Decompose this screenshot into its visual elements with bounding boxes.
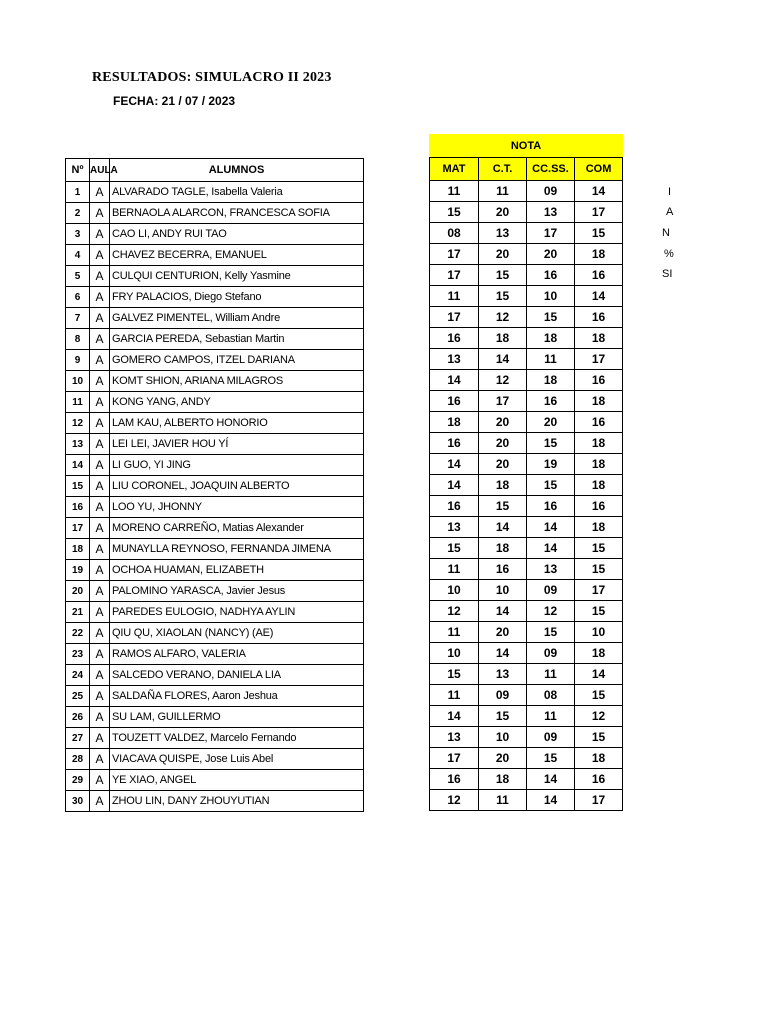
- row-number: 10: [66, 371, 90, 392]
- student-name: MORENO CARREÑO, Matias Alexander: [110, 518, 364, 539]
- grade-mat: 13: [430, 349, 479, 370]
- row-number: 24: [66, 665, 90, 686]
- row-aula: A: [90, 497, 110, 518]
- row-number: 23: [66, 644, 90, 665]
- student-name: SALDAÑA FLORES, Aaron Jeshua: [110, 686, 364, 707]
- document-date: FECHA: 21 / 07 / 2023: [113, 94, 236, 108]
- grades-row: [430, 496, 623, 517]
- grade-com: 17: [575, 790, 623, 811]
- row-aula: A: [90, 434, 110, 455]
- grade-com: 14: [575, 286, 623, 307]
- grade-ct: 14: [479, 643, 527, 664]
- student-name: YE XIAO, ANGEL: [110, 770, 364, 791]
- side-label: N: [662, 227, 670, 239]
- row-number: 11: [66, 392, 90, 413]
- grade-ct: 10: [479, 580, 527, 601]
- grades-row: [430, 391, 623, 412]
- row-aula: A: [90, 203, 110, 224]
- grades-row: [430, 517, 623, 538]
- grade-ct: 10: [479, 727, 527, 748]
- grade-ccss: 12: [527, 601, 575, 622]
- grades-row: [430, 538, 623, 559]
- row-number: 7: [66, 308, 90, 329]
- grade-com: 16: [575, 496, 623, 517]
- table-row: [66, 539, 364, 560]
- grade-mat: 15: [430, 202, 479, 223]
- grades-row: [430, 223, 623, 244]
- table-row: [66, 686, 364, 707]
- student-name: SALCEDO VERANO, DANIELA LIA: [110, 665, 364, 686]
- grade-ccss: 15: [527, 433, 575, 454]
- grade-ct: 12: [479, 370, 527, 391]
- grade-ccss: 09: [527, 643, 575, 664]
- grade-ccss: 14: [527, 538, 575, 559]
- grade-mat: 11: [430, 286, 479, 307]
- table-row: [66, 203, 364, 224]
- table-row: [66, 455, 364, 476]
- grade-com: 18: [575, 517, 623, 538]
- table-row: [66, 392, 364, 413]
- table-row: [66, 602, 364, 623]
- grade-mat: 13: [430, 517, 479, 538]
- grade-com: 15: [575, 727, 623, 748]
- grade-mat: 14: [430, 370, 479, 391]
- grade-ccss: 15: [527, 475, 575, 496]
- grade-ct: 17: [479, 391, 527, 412]
- student-name: LI GUO, YI JING: [110, 455, 364, 476]
- row-number: 13: [66, 434, 90, 455]
- student-name: GARCIA PEREDA, Sebastian Martin: [110, 329, 364, 350]
- student-name: LIU CORONEL, JOAQUIN ALBERTO: [110, 476, 364, 497]
- row-aula: A: [90, 560, 110, 581]
- grades-row: [430, 265, 623, 286]
- table-row: [66, 665, 364, 686]
- grades-row: [430, 622, 623, 643]
- grade-com: 17: [575, 202, 623, 223]
- grade-ccss: 15: [527, 622, 575, 643]
- student-name: PAREDES EULOGIO, NADHYA AYLIN: [110, 602, 364, 623]
- grade-ccss: 09: [527, 580, 575, 601]
- grade-mat: 10: [430, 643, 479, 664]
- grade-ct: 11: [479, 790, 527, 811]
- column-header-aula: AULA: [90, 159, 110, 182]
- grade-mat: 12: [430, 790, 479, 811]
- grade-mat: 13: [430, 727, 479, 748]
- grade-com: 16: [575, 412, 623, 433]
- grades-row: [430, 244, 623, 265]
- row-number: 5: [66, 266, 90, 287]
- student-name: CHAVEZ BECERRA, EMANUEL: [110, 245, 364, 266]
- grade-ct: 14: [479, 349, 527, 370]
- table-row: [66, 581, 364, 602]
- row-number: 29: [66, 770, 90, 791]
- table-row: [66, 287, 364, 308]
- row-aula: A: [90, 581, 110, 602]
- grade-ct: 11: [479, 181, 527, 202]
- grade-mat: 12: [430, 601, 479, 622]
- grade-mat: 14: [430, 706, 479, 727]
- table-row: [66, 497, 364, 518]
- row-number: 27: [66, 728, 90, 749]
- grade-com: 16: [575, 265, 623, 286]
- table-row: [66, 434, 364, 455]
- side-label: SI: [662, 268, 673, 280]
- student-name: FRY PALACIOS, Diego Stefano: [110, 287, 364, 308]
- grade-com: 12: [575, 706, 623, 727]
- grade-com: 18: [575, 454, 623, 475]
- grade-com: 15: [575, 559, 623, 580]
- row-number: 16: [66, 497, 90, 518]
- row-number: 8: [66, 329, 90, 350]
- row-aula: A: [90, 329, 110, 350]
- table-row: [66, 245, 364, 266]
- grades-row: [430, 601, 623, 622]
- grade-ct: 20: [479, 202, 527, 223]
- student-name: OCHOA HUAMAN, ELIZABETH: [110, 560, 364, 581]
- grade-ccss: 16: [527, 496, 575, 517]
- table-row: [66, 623, 364, 644]
- grade-mat: 17: [430, 265, 479, 286]
- grade-ccss: 11: [527, 664, 575, 685]
- student-name: ZHOU LIN, DANY ZHOUYUTIAN: [110, 791, 364, 812]
- table-row: [66, 560, 364, 581]
- students-table: [65, 158, 364, 812]
- grades-row: [430, 412, 623, 433]
- grade-ct: 09: [479, 685, 527, 706]
- table-row: [66, 749, 364, 770]
- grade-mat: 10: [430, 580, 479, 601]
- row-number: 6: [66, 287, 90, 308]
- grade-ct: 18: [479, 769, 527, 790]
- grade-mat: 16: [430, 496, 479, 517]
- row-aula: A: [90, 182, 110, 203]
- subject-header-mat: MAT: [430, 158, 479, 181]
- grade-mat: 15: [430, 664, 479, 685]
- table-row: [66, 182, 364, 203]
- row-aula: A: [90, 266, 110, 287]
- grade-com: 15: [575, 223, 623, 244]
- student-name: KONG YANG, ANDY: [110, 392, 364, 413]
- grade-mat: 17: [430, 244, 479, 265]
- grade-mat: 11: [430, 559, 479, 580]
- student-name: BERNAOLA ALARCON, FRANCESCA SOFIA: [110, 203, 364, 224]
- grades-row: [430, 727, 623, 748]
- student-name: RAMOS ALFARO, VALERIA: [110, 644, 364, 665]
- student-name: QIU QU, XIAOLAN (NANCY) (AE): [110, 623, 364, 644]
- grade-ccss: 19: [527, 454, 575, 475]
- student-name: GALVEZ PIMENTEL, William Andre: [110, 308, 364, 329]
- table-row: [66, 266, 364, 287]
- row-number: 30: [66, 791, 90, 812]
- subject-header-ct: C.T.: [479, 158, 527, 181]
- row-aula: A: [90, 455, 110, 476]
- grade-com: 17: [575, 349, 623, 370]
- grade-ccss: 14: [527, 769, 575, 790]
- grade-ct: 14: [479, 601, 527, 622]
- row-aula: A: [90, 308, 110, 329]
- grade-ct: 20: [479, 433, 527, 454]
- grade-ct: 18: [479, 328, 527, 349]
- table-row: [66, 707, 364, 728]
- student-name: MUNAYLLA REYNOSO, FERNANDA JIMENA: [110, 539, 364, 560]
- grade-ct: 20: [479, 748, 527, 769]
- grade-ccss: 17: [527, 223, 575, 244]
- grade-ct: 20: [479, 412, 527, 433]
- row-aula: A: [90, 287, 110, 308]
- grade-ct: 20: [479, 454, 527, 475]
- row-aula: A: [90, 707, 110, 728]
- row-number: 28: [66, 749, 90, 770]
- grade-mat: 17: [430, 307, 479, 328]
- grade-ccss: 08: [527, 685, 575, 706]
- grade-ct: 15: [479, 265, 527, 286]
- grade-ct: 12: [479, 307, 527, 328]
- grade-mat: 17: [430, 748, 479, 769]
- student-name: CULQUI CENTURION, Kelly Yasmine: [110, 266, 364, 287]
- grades-row: [430, 286, 623, 307]
- grades-row: [430, 202, 623, 223]
- grade-ccss: 15: [527, 748, 575, 769]
- side-label: %: [664, 248, 674, 260]
- row-aula: A: [90, 665, 110, 686]
- row-aula: A: [90, 350, 110, 371]
- student-name: ALVARADO TAGLE, Isabella Valeria: [110, 182, 364, 203]
- student-name: CAO LI, ANDY RUI TAO: [110, 224, 364, 245]
- grades-row: [430, 769, 623, 790]
- grade-com: 16: [575, 370, 623, 391]
- row-aula: A: [90, 476, 110, 497]
- side-label: I: [668, 186, 672, 198]
- row-number: 3: [66, 224, 90, 245]
- grades-row: [430, 685, 623, 706]
- grade-com: 18: [575, 748, 623, 769]
- grade-ccss: 09: [527, 181, 575, 202]
- student-name: VIACAVA QUISPE, Jose Luis Abel: [110, 749, 364, 770]
- grade-mat: 14: [430, 454, 479, 475]
- grade-ct: 15: [479, 496, 527, 517]
- table-row: [66, 329, 364, 350]
- grade-ccss: 16: [527, 265, 575, 286]
- row-aula: A: [90, 539, 110, 560]
- row-number: 21: [66, 602, 90, 623]
- grades-row: [430, 370, 623, 391]
- row-aula: A: [90, 602, 110, 623]
- column-header-alumnos: ALUMNOS: [110, 159, 364, 182]
- student-name: GOMERO CAMPOS, ITZEL DARIANA: [110, 350, 364, 371]
- student-name: SU LAM, GUILLERMO: [110, 707, 364, 728]
- grade-mat: 11: [430, 622, 479, 643]
- grades-row: [430, 433, 623, 454]
- grades-row: [430, 748, 623, 769]
- grade-ct: 20: [479, 244, 527, 265]
- grade-mat: 08: [430, 223, 479, 244]
- row-number: 2: [66, 203, 90, 224]
- subject-header-ccss: CC.SS.: [527, 158, 575, 181]
- row-number: 26: [66, 707, 90, 728]
- grade-com: 10: [575, 622, 623, 643]
- row-aula: A: [90, 224, 110, 245]
- row-aula: A: [90, 791, 110, 812]
- row-number: 20: [66, 581, 90, 602]
- grade-ct: 15: [479, 706, 527, 727]
- grade-com: 18: [575, 643, 623, 664]
- grade-com: 15: [575, 538, 623, 559]
- row-aula: A: [90, 413, 110, 434]
- grade-com: 18: [575, 475, 623, 496]
- row-number: 19: [66, 560, 90, 581]
- row-number: 15: [66, 476, 90, 497]
- student-name: KOMT SHION, ARIANA MILAGROS: [110, 371, 364, 392]
- grade-ccss: 10: [527, 286, 575, 307]
- row-number: 18: [66, 539, 90, 560]
- row-number: 9: [66, 350, 90, 371]
- student-name: LAM KAU, ALBERTO HONORIO: [110, 413, 364, 434]
- grade-mat: 16: [430, 433, 479, 454]
- grade-ccss: 16: [527, 391, 575, 412]
- row-aula: A: [90, 686, 110, 707]
- column-header-num: Nº: [66, 159, 90, 182]
- table-row: [66, 791, 364, 812]
- grades-row: [430, 328, 623, 349]
- grade-mat: 11: [430, 685, 479, 706]
- grade-com: 15: [575, 601, 623, 622]
- grades-row: [430, 454, 623, 475]
- grades-table: [429, 134, 623, 811]
- grades-row: [430, 643, 623, 664]
- row-aula: A: [90, 749, 110, 770]
- row-aula: A: [90, 770, 110, 791]
- grade-ct: 20: [479, 622, 527, 643]
- grade-ct: 15: [479, 286, 527, 307]
- row-number: 22: [66, 623, 90, 644]
- grades-row: [430, 790, 623, 811]
- grade-ct: 14: [479, 517, 527, 538]
- grade-com: 18: [575, 433, 623, 454]
- grades-row: [430, 664, 623, 685]
- table-row: [66, 350, 364, 371]
- row-number: 25: [66, 686, 90, 707]
- row-aula: A: [90, 518, 110, 539]
- grade-ct: 13: [479, 664, 527, 685]
- grade-ccss: 13: [527, 202, 575, 223]
- grades-row: [430, 307, 623, 328]
- grade-ccss: 09: [527, 727, 575, 748]
- table-row: [66, 476, 364, 497]
- grade-com: 18: [575, 391, 623, 412]
- grade-ccss: 14: [527, 517, 575, 538]
- grades-row: [430, 706, 623, 727]
- grade-mat: 16: [430, 328, 479, 349]
- table-row: [66, 413, 364, 434]
- student-name: LEI LEI, JAVIER HOU YÍ: [110, 434, 364, 455]
- grade-ccss: 15: [527, 307, 575, 328]
- table-row: [66, 371, 364, 392]
- grade-ccss: 20: [527, 412, 575, 433]
- row-aula: A: [90, 392, 110, 413]
- grades-row: [430, 349, 623, 370]
- grade-ccss: 11: [527, 349, 575, 370]
- grade-ct: 13: [479, 223, 527, 244]
- grades-row: [430, 580, 623, 601]
- grade-mat: 16: [430, 769, 479, 790]
- row-aula: A: [90, 728, 110, 749]
- row-aula: A: [90, 371, 110, 392]
- grade-mat: 18: [430, 412, 479, 433]
- grades-row: [430, 475, 623, 496]
- side-label: A: [666, 206, 674, 218]
- table-row: [66, 644, 364, 665]
- grades-row: [430, 181, 623, 202]
- grade-com: 16: [575, 307, 623, 328]
- grade-ccss: 14: [527, 790, 575, 811]
- table-row: [66, 518, 364, 539]
- row-aula: A: [90, 644, 110, 665]
- grade-mat: 14: [430, 475, 479, 496]
- grade-mat: 16: [430, 391, 479, 412]
- document-title: RESULTADOS: SIMULACRO II 2023: [92, 70, 332, 85]
- grade-com: 14: [575, 664, 623, 685]
- row-aula: A: [90, 623, 110, 644]
- grade-ct: 16: [479, 559, 527, 580]
- row-number: 12: [66, 413, 90, 434]
- grade-com: 18: [575, 244, 623, 265]
- row-number: 14: [66, 455, 90, 476]
- row-number: 17: [66, 518, 90, 539]
- grade-ccss: 11: [527, 706, 575, 727]
- grade-ccss: 20: [527, 244, 575, 265]
- table-row: [66, 224, 364, 245]
- grade-com: 17: [575, 580, 623, 601]
- grade-ccss: 18: [527, 370, 575, 391]
- grade-com: 16: [575, 769, 623, 790]
- grades-row: [430, 559, 623, 580]
- student-name: LOO YU, JHONNY: [110, 497, 364, 518]
- subject-header-com: COM: [575, 158, 623, 181]
- grade-com: 14: [575, 181, 623, 202]
- table-row: [66, 728, 364, 749]
- table-row: [66, 308, 364, 329]
- grade-com: 18: [575, 328, 623, 349]
- grade-mat: 11: [430, 181, 479, 202]
- grade-mat: 15: [430, 538, 479, 559]
- row-number: 1: [66, 182, 90, 203]
- grade-ct: 18: [479, 538, 527, 559]
- student-name: TOUZETT VALDEZ, Marcelo Fernando: [110, 728, 364, 749]
- grade-ct: 18: [479, 475, 527, 496]
- table-row: [66, 770, 364, 791]
- row-aula: A: [90, 245, 110, 266]
- row-number: 4: [66, 245, 90, 266]
- grade-com: 15: [575, 685, 623, 706]
- student-name: PALOMINO YARASCA, Javier Jesus: [110, 581, 364, 602]
- grade-ccss: 18: [527, 328, 575, 349]
- grade-ccss: 13: [527, 559, 575, 580]
- nota-group-header: NOTA: [430, 135, 623, 158]
